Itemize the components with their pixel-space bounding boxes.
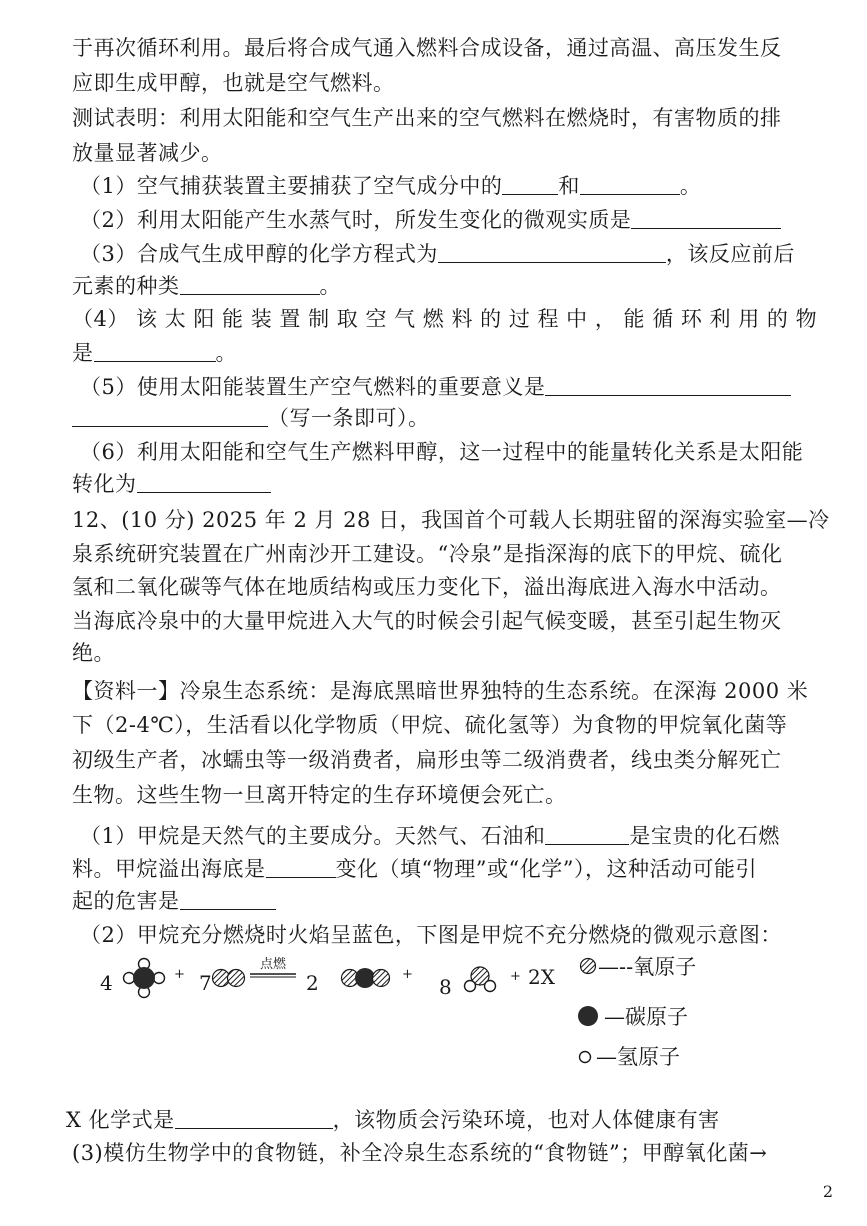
- s1-text-2: 是宝贵的化石燃: [629, 824, 780, 848]
- question-1: [80, 172, 701, 200]
- sub-question-1: [80, 822, 780, 850]
- question-3-cont: [72, 272, 341, 300]
- product-x: 2X: [528, 965, 555, 989]
- s1-text-4: 变化（填“物理”或“化学”），这种活动可能引: [335, 857, 757, 881]
- legend-hydrogen-swatch: [580, 1052, 591, 1063]
- water-molecule: [465, 967, 496, 992]
- legend-oxygen-swatch: [581, 959, 596, 974]
- q4-text: 是: [72, 341, 94, 365]
- q1-blank-2[interactable]: [580, 174, 680, 195]
- q4-end: 。: [215, 341, 237, 365]
- plus-2: +: [402, 967, 413, 982]
- sub-question-3: (3)模仿生物学中的食物链，补全冷泉生态系统的“食物链”；甲醇氧化菌→: [72, 1141, 768, 1165]
- resource-1-line-4: 生物。这些生物一旦离开特定的生存环境便会死亡。: [72, 783, 567, 807]
- legend-oxygen-label: —--氧原子: [598, 955, 697, 979]
- sub-question-2: （2）甲烷充分燃烧时火焰呈蓝色，下图是甲烷不充分燃烧的微观示意图：: [80, 923, 782, 947]
- q4-blank[interactable]: [94, 341, 216, 362]
- question-5: [80, 373, 791, 401]
- s1-blank-2[interactable]: [266, 857, 336, 878]
- question-6: （6）利用太阳能和空气生产燃料甲醇，这一过程中的能量转化关系是太阳能: [80, 440, 804, 464]
- q5-text: （5）使用太阳能装置生产空气燃料的重要意义是: [80, 375, 546, 399]
- plus-3: +: [510, 969, 521, 984]
- resource-1-line-3: 初级生产者，冰蠕虫等一级消费者，扁形虫等二级消费者，线虫类分解死亡: [72, 748, 782, 772]
- problem-12-line-1: 12、(10 分) 2025 年 2 月 28 日，我国首个可载人长期驻留的深海实验室—冷: [72, 508, 830, 532]
- s1-blank-3[interactable]: [180, 889, 276, 910]
- x-text: X 化学式是: [66, 1108, 175, 1132]
- sub-question-1-cont-2: [72, 887, 276, 915]
- x-formula-line: [66, 1106, 720, 1134]
- reaction-diagram: [100, 950, 800, 1080]
- oxygen-molecule: [213, 970, 245, 987]
- question-4: （4） 该 太 阳 能 装 置 制 取 空 气 燃 料 的 过 程 中 ， 能 循 环 利 用 的 物: [72, 307, 818, 331]
- q3-blank-2[interactable]: [180, 274, 320, 295]
- line-4: 放量显著减少。: [72, 141, 223, 165]
- question-6-cont: [72, 470, 271, 498]
- coef-4: 4: [100, 971, 113, 995]
- resource-1-line-2: 下（2-4℃），生活看以化学物质（甲烷、硫化氢等）为食物的甲烷氧化菌等: [72, 713, 788, 737]
- q5-blank-1[interactable]: [545, 375, 791, 396]
- condition-ignite: 点燃: [260, 957, 287, 972]
- problem-12-line-3: 氢和二氧化碳等气体在地质结构或压力变化下，溢出海底进入海水中活动。: [72, 575, 782, 599]
- co-molecule: [342, 968, 390, 988]
- x-text-2: ，该物质会污染环境，也对人体健康有害: [332, 1108, 720, 1132]
- q5-text-2: （写一条即可）。: [268, 406, 430, 430]
- problem-12-line-4: 当海底冷泉中的大量甲烷进入大气的时候会引起气候变暖，甚至引起生物灭: [72, 609, 782, 633]
- coef-2: 2: [306, 971, 319, 995]
- q3-blank-1[interactable]: [438, 242, 666, 263]
- q2-text: （2）利用太阳能产生水蒸气时，所发生变化的微观实质是: [80, 208, 632, 232]
- question-5-cont: [72, 404, 430, 432]
- coef-7: 7: [199, 971, 212, 995]
- sub-question-1-cont: [72, 855, 757, 883]
- q3-text: （3）合成气生成甲醇的化学方程式为: [80, 242, 438, 266]
- problem-12-line-2: 泉系统研究装置在广州南沙开工建设。“冷泉”是指深海的底下的甲烷、硫化: [72, 542, 783, 566]
- plus-1: +: [174, 967, 185, 982]
- methane-molecule: [124, 959, 165, 998]
- q2-blank[interactable]: [631, 208, 781, 229]
- q6-blank[interactable]: [137, 472, 271, 493]
- line-1: 于再次循环利用。最后将合成气通入燃料合成设备，通过高温、高压发生反: [72, 36, 782, 60]
- s1-text-5: 起的危害是: [72, 889, 180, 913]
- x-blank[interactable]: [175, 1108, 333, 1129]
- legend-carbon-label: —碳原子: [604, 1005, 688, 1029]
- question-2: [80, 206, 781, 234]
- s1-text: （1）甲烷是天然气的主要成分。天然气、石油和: [80, 824, 546, 848]
- coef-8: 8: [439, 975, 452, 999]
- q1-end: 。: [679, 174, 702, 198]
- q6-text: 转化为: [72, 472, 137, 496]
- question-4-cont: [72, 339, 237, 367]
- q5-blank-2[interactable]: [72, 406, 268, 427]
- legend-hydrogen-label: —氢原子: [596, 1045, 680, 1069]
- resource-1-line-1: 【资料一】冷泉生态系统：是海底黑暗世界独特的生态系统。在深海 2000 米: [72, 679, 809, 703]
- page-number: 2: [822, 1182, 833, 1201]
- q1-text: （1）空气捕获装置主要捕获了空气成分中的: [80, 174, 503, 198]
- legend: [578, 955, 696, 1069]
- line-3: 测试表明：利用太阳能和空气生产出来的空气燃料在燃烧时，有害物质的排: [72, 106, 782, 130]
- question-3: [80, 240, 795, 268]
- q3-text-3: 元素的种类: [72, 274, 180, 298]
- q3-end: 。: [319, 274, 341, 298]
- s1-text-3: 料。甲烷溢出海底是: [72, 857, 266, 881]
- q1-blank-1[interactable]: [502, 174, 558, 195]
- s1-blank-1[interactable]: [545, 824, 629, 845]
- legend-carbon-swatch: [578, 1006, 598, 1026]
- problem-12-line-5: 绝。: [72, 641, 115, 665]
- q3-text-2: ，该反应前后: [665, 242, 795, 266]
- q1-and: 和: [558, 174, 580, 198]
- line-2: 应即生成甲醇，也就是空气燃料。: [72, 71, 395, 95]
